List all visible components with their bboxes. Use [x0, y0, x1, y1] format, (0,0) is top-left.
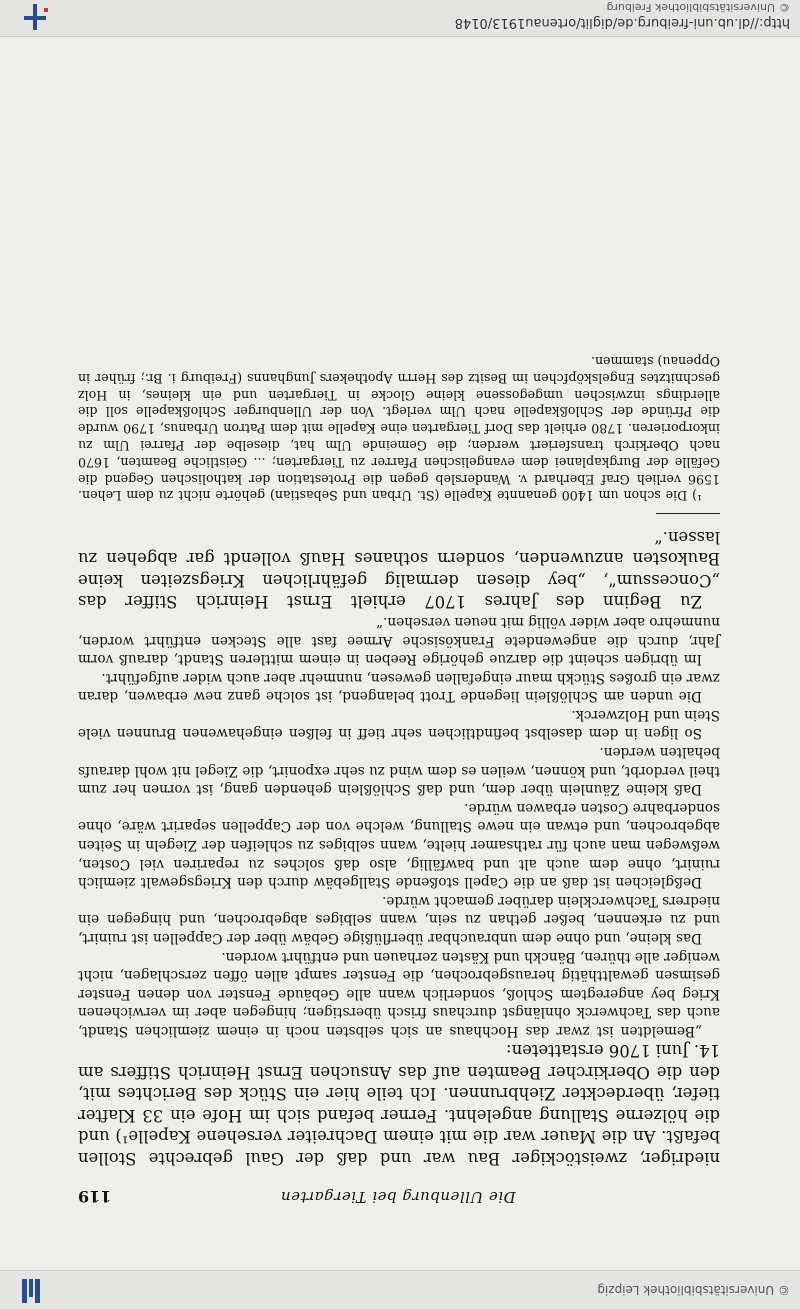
copyright-line: [607, 1, 790, 14]
paragraph: Deßgleichen ist daß an die Capell stoßende Stallgebäw durch den Kriegsgewalt ziemlich ruinirt, ohne dem auch alt und bawfällig, also daß solches zu repariren viel Costen, weßwegen man auch für rathsamer hielte, wann selbiges zu schleifen der Ziegeln in Seiten abgebrochen, und etwan ein newe Stallung, welche von der Cappellen separirt wäre, ohne sonderbahre Costen erbawen würde.: [78, 799, 720, 891]
page-header: [78, 1180, 718, 1206]
viewer-bottom-strip: [0, 0, 800, 37]
paragraph: Zu Beginn des Jahres 1707 erhielt Ernst Heinrich Stiffer das „Concessum“, „bey diesen dermalig gefährlichen Kriegszeiten keine Baukosten anzuwenden, sondern sothanes Hauß vollendt gar abgehen zu lassen.“: [78, 527, 720, 612]
page-number: 119: [78, 1187, 112, 1206]
copyright-icon: ©: [779, 1, 790, 14]
viewer-top-strip: [0, 1270, 800, 1309]
running-title: Die Ullenburg bei Tiergarten: [280, 1188, 516, 1206]
paragraph: Die unden am Schlößlein liegende Trott belangend, ist solche ganz new erbawen, daran zwar ein großes Stückh maur eingefallen gewesen, nunmehr aber auch wider aufgeführt.: [78, 669, 720, 705]
library-logo-icon: [20, 1277, 42, 1305]
partial-copyright: © Universitätsbibliothek Leipzig: [597, 1283, 790, 1297]
footnote: ¹) Die schon um 1400 genannte Kapelle (St. Urban und Sebastian) gehörte nicht zu dem Lehen. 1596 verlieh Graf Eberhard v. Wandersleb gegen die Protestation der katholischen Gegend die Gefälle der Burgkaplanei dem evangelischen Pfarrer zu Tiergarten; ... Geistliche Beamten, 1670 nach Oberkirch transferiert werden; die Gemeinde Ulm hat, dieselbe der Pfarrei Ulm zu inkorporieren. 1780 erhielt das Dorf Tiergarten eine Kapelle mit dem Patron Urbanus, 1790 wurde die Pfründe der Schloßkapelle nach Ulm verlegt. Von der Ullenburger Schloßkapelle soll die allerdings inzwischen umgegossene kleine Glocke in Tiergarten und ein kleines, in Holz geschnitztes Engelsköpfchen im Besitz des Herrn Apothekers Junghanns (Freiburg i. Br.; früher in Oppenau) stammen.: [78, 353, 720, 504]
paragraph: Das kleine, und ohne dem unbrauchbar überflüßige Gebäw über der Cappellen ist ruinirt, und zu erkennen, beßer gethan zu sein, wann selbiges abgebrochen, und hingegen ein niedrers Tachwercklein darüber gemacht würde.: [78, 892, 720, 947]
university-logo-icon: [20, 2, 50, 32]
paragraph: So ligen in dem daselbst befindtlichen sehr tieff in felßen eingehawenen Brunnen viele Stein und Holzwerck.: [78, 706, 720, 742]
copyright-text: Universitätsbibliothek Freiburg: [606, 1, 775, 14]
footnote-rule: [656, 513, 720, 514]
paragraph: „Bemeldten ist zwar das Hochhaus an sich selbsten noch in einem ziemlichen Standt, auch das Tachwerck ohnlängst durchaus frisch überstigen; hingegen aber im verwichenen Krieg bey angeregtem Schloß, sonderlich wann alle Gebäude Fenster von denen Fenster gesimsen gewaltthätig herausgebrochen, die Fenster sampt allen öffen zerschlagen, nicht weniger alle thüren, Bänckh und Kästen zerhauen und entführt worden.: [78, 948, 720, 1039]
source-url[interactable]: http://dl.ub.uni-freiburg.de/diglit/ortenau1913/0148: [454, 15, 790, 30]
paragraph: niedriger, zweistöckiger Bau war und daß der Gaul gebrechte Stollen befaßt. An die Mauer war die mit einem Dachreiter versehene Kapelle¹) und die hölzerne Stallung angelehnt. Ferner befand sich im Hofe ein 33 Klafter tiefer, überdeckter Ziehbrunnen. Ich teile hier ein Stück des Berichtes mit, den die Oberkircher Beamten auf das Ansuchen Ernst Heinrich Stiffers am 14. Juni 1706 erstatteten:: [78, 1041, 720, 1168]
body-text: [78, 352, 720, 1169]
paragraph: Im übrigen scheint die darzue gehörige Reeben in einem mittleren Standt, darauß vorm Jahr, durch die angewendete Frankösische Armee fast alle Stecken entführt worden, nunmehro aber wider völlig mit neuen versehen.“: [78, 613, 720, 668]
paragraph: Daß kleine Zäunlein über dem, und daß Schlößlein gehenden gang, ist vornen her zum theil verdorbt, und können, weilen es dem wind zu sehr exponirt, die Ziegel nit wohl daraufs behalten werden.: [78, 744, 720, 798]
